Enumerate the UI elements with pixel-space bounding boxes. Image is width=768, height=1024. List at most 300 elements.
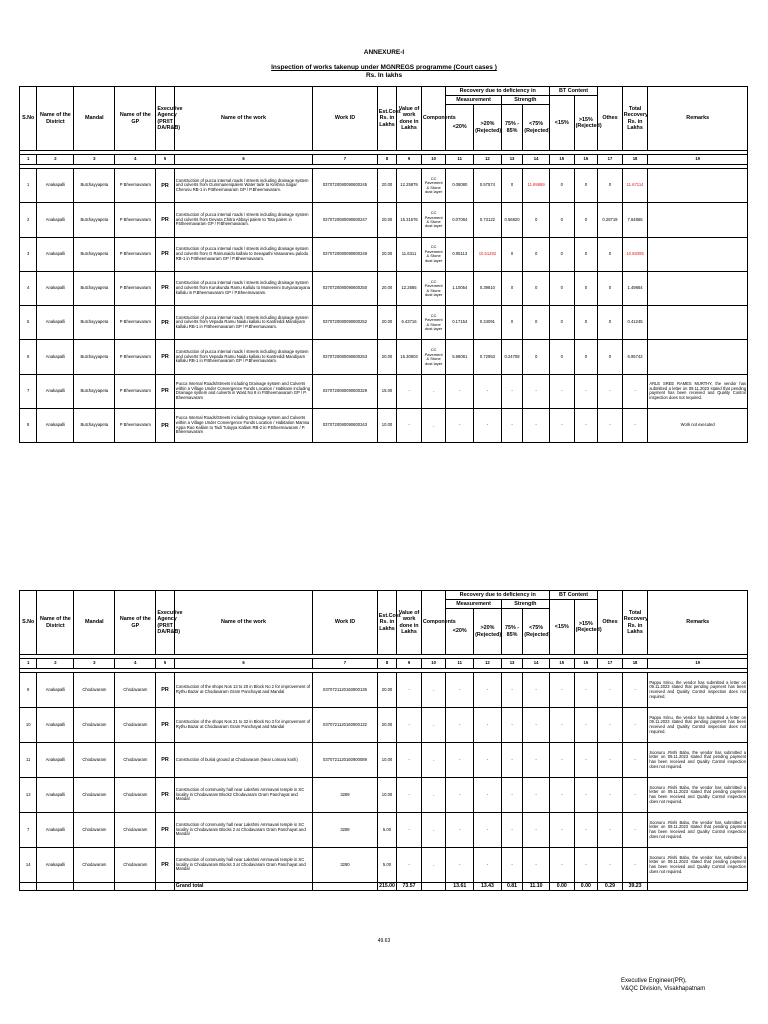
- est-cost-cell: 10.00: [377, 778, 396, 813]
- lt75-cell: 0: [523, 340, 550, 374]
- total-recovery-cell: -: [622, 708, 648, 743]
- column-number: 12: [474, 659, 502, 669]
- column-number: 18: [622, 659, 648, 669]
- components-cell: -: [421, 743, 446, 778]
- remarks-cell: [648, 271, 748, 305]
- remarks-cell: Pappu Srinu, the vendor has submitted a letter on 09.11.2023 stated that pending payment has been received and Quality Control inspection does not required.: [648, 708, 748, 743]
- gp-cell: Chodavaram: [115, 708, 156, 743]
- agency-cell: PR: [156, 743, 174, 778]
- column-number: 9: [397, 659, 422, 669]
- work-id-cell: 0370720080090800247: [313, 203, 378, 237]
- mandal-cell: Butchayyapeta: [74, 203, 115, 237]
- work-name-cell: Construction of pucca internal roads / streets including drainage system and culverts from G Ramunaidu kallalu to Seeapathi Vasavaneu palodu RB-1 in P.Bheemavaram GP / P.Bheemavaram.: [174, 237, 312, 271]
- header-recovery: Recovery due to deficiency in: [446, 591, 550, 600]
- agency-cell: PR: [156, 848, 174, 883]
- mandal-cell: Chodavaram: [74, 708, 115, 743]
- s75-85-cell: -: [501, 813, 523, 848]
- gt20-cell: 0.39810: [474, 271, 502, 305]
- district-cell: Anakapalli: [37, 743, 74, 778]
- header-district: Name of the District: [37, 591, 74, 655]
- gt15-cell: 0: [574, 340, 598, 374]
- est-cost-cell: 20.00: [377, 673, 396, 708]
- column-number: 8: [377, 659, 396, 669]
- agency-cell: PR: [156, 673, 174, 708]
- district-cell: Anakapalli: [37, 813, 74, 848]
- agency-cell: PR: [156, 237, 174, 271]
- header-components: Components: [421, 591, 446, 655]
- header-agency: Executive Agency (PR/IT DA/R&B): [156, 591, 174, 655]
- components-cell: CC Pavement & Stone dust layer: [421, 203, 446, 237]
- components-cell: CC Pavement & Stone dust layer: [421, 169, 446, 203]
- gt15-cell: -: [574, 848, 598, 883]
- mandal-cell: Chodavaram: [74, 778, 115, 813]
- others-cell: 0: [598, 169, 623, 203]
- work-id-cell: 0370721120160900089: [313, 743, 378, 778]
- column-number: 7: [313, 659, 378, 669]
- est-cost-cell: 20.00: [377, 340, 396, 374]
- table-row: [20, 743, 748, 778]
- total-recovery-cell: 1.49864: [622, 271, 648, 305]
- header-lt20: <20%: [446, 609, 474, 655]
- column-number: 6: [174, 659, 312, 669]
- work-name-cell: Construction of burial ground at Chodavaram (Near Lomara kosh): [174, 743, 312, 778]
- column-number: 11: [446, 659, 474, 669]
- grand-total-m20r: 13.43: [474, 883, 502, 891]
- work-id-cell: 0370720080090800329: [313, 374, 378, 408]
- grand-total-s75r: 11.10: [523, 883, 550, 891]
- work-name-cell: Construction of community hall near Lakshmi Ammavari temple in SC locality in Chodavaram Blocks 3 at Chodavaram Gram Panchayat and Mandal: [174, 848, 312, 883]
- column-number: 15: [549, 659, 574, 669]
- table-row: [20, 169, 748, 203]
- work-id-cell: 3289: [313, 778, 378, 813]
- district-cell: Anakapalli: [37, 271, 74, 305]
- table-row: [20, 237, 748, 271]
- others-cell: 0: [598, 340, 623, 374]
- work-name-cell: Construction of pucca internal roads / streets including drainage system and culverts from Kurukunda Ramu Kallulu to Muneenini Suryanarayana kallalu in P.Bheemavaram GP / P.Bheemavaram.: [174, 271, 312, 305]
- work-name-cell: Construction of pucca internal roads / streets including drainage system and culverts from Devara Chitra Abbayi palem to Tota palem in P.Bheemavaram GP / P.Bheemavaram.: [174, 203, 312, 237]
- total-recovery-cell: -: [622, 778, 648, 813]
- est-cost-cell: 20.00: [377, 237, 396, 271]
- gp-cell: Chodavaram: [115, 673, 156, 708]
- grand-total-b15: 0.00: [549, 883, 574, 891]
- others-cell: -: [598, 743, 623, 778]
- empty-cell: [20, 883, 37, 891]
- value-cell: -: [397, 673, 422, 708]
- lt20-cell: -: [446, 743, 474, 778]
- district-cell: Anakapalli: [37, 340, 74, 374]
- gp-cell: P Bheemavaram: [115, 203, 156, 237]
- header-estcost: Est.Cost Rs. in Lakhs: [377, 591, 396, 655]
- total-recovery-cell: 7.64865: [622, 203, 648, 237]
- district-cell: Anakapalli: [37, 203, 74, 237]
- lt20-cell: -: [446, 708, 474, 743]
- s75-85-cell: 0: [501, 271, 523, 305]
- gt20-cell: 10.51282: [474, 237, 502, 271]
- sno-cell: 5: [20, 306, 37, 340]
- lt15-cell: 0: [549, 169, 574, 203]
- column-number: 2: [37, 659, 74, 669]
- remarks-cell: ARLE SREE RAMES MURTHY, the vendor has submitted a letter on 09.11.2023 stated that pending payment has been received and Quality Control inspection does not required.: [648, 374, 748, 408]
- lt15-cell: 0: [549, 237, 574, 271]
- header-components: Components: [421, 87, 446, 151]
- others-cell: 0: [598, 237, 623, 271]
- lt20-cell: -: [446, 778, 474, 813]
- table-row: [20, 708, 748, 743]
- empty-cell: [115, 883, 156, 891]
- s75-85-cell: 0: [501, 306, 523, 340]
- remarks-cell: [648, 203, 748, 237]
- lt20-cell: 0.05113: [446, 237, 474, 271]
- page-number: 49.63: [377, 938, 391, 944]
- header-total: Total Recovery Rs. in Lakhs: [622, 87, 648, 151]
- header-mandal: Mandal: [74, 87, 115, 151]
- gp-cell: Chodavaram: [115, 813, 156, 848]
- mandal-cell: Chodavaram: [74, 673, 115, 708]
- remarks-cell: Pappu Srinu, the vendor has submitted a letter on 09.11.2023 stated that pending payment has been received and Quality Control inspection does not required.: [648, 673, 748, 708]
- remarks-cell: [648, 169, 748, 203]
- est-cost-cell: 20.00: [377, 306, 396, 340]
- table-row: [20, 306, 748, 340]
- mandal-cell: Butchayyapeta: [74, 340, 115, 374]
- lt15-cell: -: [549, 673, 574, 708]
- column-number: 7: [313, 155, 378, 165]
- components-cell: -: [421, 374, 446, 408]
- column-number: 2: [37, 155, 74, 165]
- header-mandal: Mandal: [74, 591, 115, 655]
- remarks-cell: [648, 340, 748, 374]
- signature-office: V&QC Division, Visakhapatnam: [621, 986, 706, 993]
- work-name-cell: Construction of pucca internal roads / streets including drainage system and culverts from Vepada Ramu Naidu kallalu to Kantreddi Mandiyam kallalu RB-1 in P.Bheemavaram GP / P.Bheemavaram.: [174, 340, 312, 374]
- header-work: Name of the work: [174, 591, 312, 655]
- annexure-heading: ANNEXURE-I: [363, 49, 405, 56]
- sno-cell: 8: [20, 409, 37, 443]
- lt75-cell: 0: [523, 306, 550, 340]
- header-lt15: <15%: [549, 600, 574, 655]
- work-id-cell: 0370720080090800250: [313, 271, 378, 305]
- s75-85-cell: 0.24708: [501, 340, 523, 374]
- gt20-cell: -: [474, 743, 502, 778]
- header-gt20: >20% (Rejected): [474, 609, 502, 655]
- header-total: Total Recovery Rs. in Lakhs: [622, 591, 648, 655]
- district-cell: Anakapalli: [37, 848, 74, 883]
- value-cell: -: [397, 708, 422, 743]
- gt15-cell: -: [574, 673, 598, 708]
- value-cell: -: [397, 778, 422, 813]
- column-number: 9: [397, 155, 422, 165]
- agency-cell: PR: [156, 169, 174, 203]
- header-measurement: Measurement: [446, 96, 501, 105]
- table-row: [20, 409, 748, 443]
- column-number: 10: [421, 659, 446, 669]
- header-value: Value of work done in Lakhs: [397, 591, 422, 655]
- empty-cell: [37, 883, 74, 891]
- work-name-cell: Construction of the shops Nos 13 to 20 in Block No 2 for improvement of Rythu Bazar at Chodavaram Gram Panchayat and Mandal: [174, 673, 312, 708]
- column-number: 8: [377, 155, 396, 165]
- table-row: [20, 673, 748, 708]
- empty-cell: [313, 883, 378, 891]
- total-recovery-cell: -: [622, 673, 648, 708]
- remarks-cell: [648, 306, 748, 340]
- gp-cell: Chodavaram: [115, 743, 156, 778]
- column-number: 13: [501, 659, 523, 669]
- mandal-cell: Butchayyapeta: [74, 271, 115, 305]
- remarks-cell: Work not executed: [648, 409, 748, 443]
- value-cell: -: [397, 848, 422, 883]
- remarks-cell: [648, 237, 748, 271]
- grand-total-est: 215.00: [379, 882, 395, 889]
- value-cell: 11.6311: [397, 237, 422, 271]
- total-recovery-cell: 10.68395: [622, 237, 648, 271]
- lt75-cell: -: [523, 743, 550, 778]
- header-lt15: <15%: [549, 96, 574, 151]
- column-number: 10: [421, 155, 446, 165]
- sno-cell: 3: [20, 237, 37, 271]
- district-cell: Anakapalli: [37, 708, 74, 743]
- work-name-cell: Construction of pucca internal roads / streets including drainage system and culverts from Gummanenipalem Water tank to Krishna Sagar Cheruvu RB-1 in P.Bheemavaram GP / P.Bheemavaram.: [174, 169, 312, 203]
- lt20-cell: -: [446, 848, 474, 883]
- gp-cell: P Bheemavaram: [115, 374, 156, 408]
- column-number: 19: [648, 659, 748, 669]
- header-workid: Work ID: [313, 591, 378, 655]
- est-cost-cell: 5.00: [377, 848, 396, 883]
- header-75-85: 75% - 85%: [501, 105, 523, 151]
- s75-85-cell: 0: [501, 237, 523, 271]
- header-gp: Name of the GP: [115, 87, 156, 151]
- gt15-cell: 0: [574, 237, 598, 271]
- agency-cell: PR: [156, 203, 174, 237]
- sno-cell: 12: [20, 778, 37, 813]
- gt15-cell: 0: [574, 203, 598, 237]
- gt20-cell: 0.57574: [474, 169, 502, 203]
- header-district: Name of the District: [37, 87, 74, 151]
- sno-cell: 7: [20, 813, 37, 848]
- others-cell: 0.28719: [598, 203, 623, 237]
- work-name-cell: Construction of pucca internal roads / streets including drainage system and culverts from Vepada Ramu Naidu kallalu to Kantreddi Mandiyam kallalu RB-1 in P.Bheemavaram GP / P.Bheemavaram.: [174, 306, 312, 340]
- header-75-85: 75% - 85%: [501, 609, 523, 655]
- gt15-cell: -: [574, 409, 598, 443]
- district-cell: Anakapalli: [37, 778, 74, 813]
- gt20-cell: -: [474, 673, 502, 708]
- gt20-cell: -: [474, 374, 502, 408]
- grand-total-oth: 0.29: [598, 883, 623, 891]
- column-number: 1: [20, 659, 37, 669]
- work-id-cell: 0370721120160900136: [313, 673, 378, 708]
- value-cell: 15.31576: [397, 203, 422, 237]
- signature-block: [621, 977, 705, 993]
- work-id-cell: 3288: [313, 813, 378, 848]
- value-cell: 15.30903: [397, 340, 422, 374]
- lt20-cell: -: [446, 409, 474, 443]
- value-cell: -: [397, 374, 422, 408]
- components-cell: CC Pavement & Stone dust layer: [421, 237, 446, 271]
- work-name-cell: Pucca Internal Roads/Streets including Drainage system and Culverts within a Village Under Convergence Funds Location / Habitation Mamsa Appa Rao Kallam to Tadi Tulayya Kallam RB-2 in P.Bheemavaram / P. Bheemavaram: [174, 409, 312, 443]
- lt15-cell: 0: [549, 306, 574, 340]
- lt20-cell: 0.08080: [446, 169, 474, 203]
- header-strength: Strength: [501, 600, 549, 609]
- header-strength: Strength: [501, 96, 549, 105]
- s75-85-cell: -: [501, 708, 523, 743]
- table-row: [20, 374, 748, 408]
- work-id-cell: 0370720080090800245: [313, 169, 378, 203]
- empty-cell: [156, 883, 174, 891]
- column-number: 4: [115, 659, 156, 669]
- gt15-cell: -: [574, 778, 598, 813]
- header-gp: Name of the GP: [115, 591, 156, 655]
- header-gt15: >15% (Rejected): [574, 600, 598, 655]
- s75-85-cell: -: [501, 848, 523, 883]
- others-cell: -: [598, 848, 623, 883]
- remarks-cell: Soonuru .Rishi Babu, the vendor has submitted a letter on 09.11.2023 stated that pending payment has been received and Quality Control inspection does not required.: [648, 848, 748, 883]
- column-number: 14: [523, 659, 550, 669]
- others-cell: -: [598, 409, 623, 443]
- column-number: 1: [20, 155, 37, 165]
- column-number: 18: [622, 155, 648, 165]
- document-title: Inspection of works takenup under MGNREGS programme (Court cases ): [271, 64, 497, 71]
- lt20-cell: 5.98081: [446, 340, 474, 374]
- est-cost-cell: 20.00: [377, 708, 396, 743]
- header-recovery: Recovery due to deficiency in: [446, 87, 550, 96]
- remarks-cell: Soonuru .Rishi Babu, the vendor has submitted a letter on 09.11.2023 stated that pending payment has been received and Quality Control inspection does not required.: [648, 778, 748, 813]
- gp-cell: P Bheemavaram: [115, 306, 156, 340]
- header-lt75: <75% (Rejected): [523, 609, 550, 655]
- signature-designation: Executive Engineer(PR),: [621, 978, 687, 984]
- column-number: 5: [156, 659, 174, 669]
- others-cell: -: [598, 374, 623, 408]
- header-remarks: Remarks: [648, 87, 748, 151]
- mandal-cell: Butchayyapeta: [74, 409, 115, 443]
- work-name-cell: Pucca Internal Roads/Streets including Drainage system and Culverts within a Village Under Convergence Funds Location / Habitaon including Drainage system and culverts in Ward No 8 in P.Bheemavaram GP / P. Bheemavaram: [174, 374, 312, 408]
- work-name-cell: Construction of the shops Nos 21 to 32 in Block No 3 for improvement of Rythu Bazar at Chodavaram Gram Panchayat and Mandal: [174, 708, 312, 743]
- column-number: 4: [115, 155, 156, 165]
- header-gt20: >20% (Rejected): [474, 105, 502, 151]
- gt15-cell: -: [574, 374, 598, 408]
- lt20-cell: 1.10054: [446, 271, 474, 305]
- column-number: 17: [598, 155, 623, 165]
- value-cell: 6.43716: [397, 306, 422, 340]
- remarks-cell: Soonuru .Rishi Babu, the vendor has submitted a letter on 09.11.2023 stated that pending payment has been received and Quality Control inspection does not required.: [648, 813, 748, 848]
- header-remarks: Remarks: [648, 591, 748, 655]
- units-label: Rs. In lakhs: [365, 72, 403, 79]
- value-cell: 12.2685: [397, 271, 422, 305]
- column-number: 16: [574, 659, 598, 669]
- grand-total-row: [20, 883, 748, 891]
- components-cell: -: [421, 848, 446, 883]
- header-estcost: Est.Cost Rs. in Lakhs: [377, 87, 396, 151]
- grand-total-b15r: 0.00: [574, 883, 598, 891]
- others-cell: -: [598, 778, 623, 813]
- total-recovery-cell: -: [622, 743, 648, 778]
- grand-total-s75: 0.81: [501, 883, 523, 891]
- agency-cell: PR: [156, 813, 174, 848]
- lt15-cell: -: [549, 409, 574, 443]
- gt20-cell: -: [474, 409, 502, 443]
- work-id-cell: 3290: [313, 848, 378, 883]
- mandal-cell: Butchayyapeta: [74, 237, 115, 271]
- est-cost-cell: 10.00: [377, 743, 396, 778]
- gp-cell: P Bheemavaram: [115, 409, 156, 443]
- sno-cell: 1: [20, 169, 37, 203]
- header-agency: Executive Agency (PR/IT DA/R&B): [156, 87, 174, 151]
- others-cell: 0: [598, 306, 623, 340]
- sno-cell: 4: [20, 271, 37, 305]
- gp-cell: P Bheemavaram: [115, 237, 156, 271]
- work-id-cell: 0370721120160900132: [313, 708, 378, 743]
- agency-cell: PR: [156, 374, 174, 408]
- district-cell: Anakapalli: [37, 169, 74, 203]
- gt15-cell: -: [574, 708, 598, 743]
- others-cell: -: [598, 708, 623, 743]
- value-cell: 12.25879: [397, 169, 422, 203]
- value-cell: -: [397, 743, 422, 778]
- lt15-cell: 0: [549, 340, 574, 374]
- work-id-cell: 0370720080090800249: [313, 237, 378, 271]
- value-cell: -: [397, 813, 422, 848]
- column-number: 3: [74, 155, 115, 165]
- column-number: 12: [474, 155, 502, 165]
- s75-85-cell: 0.56820: [501, 203, 523, 237]
- components-cell: -: [421, 813, 446, 848]
- gp-cell: Chodavaram: [115, 848, 156, 883]
- total-recovery-cell: -: [622, 409, 648, 443]
- column-number: 3: [74, 659, 115, 669]
- gt20-cell: 0.72953: [474, 340, 502, 374]
- lt15-cell: -: [549, 743, 574, 778]
- gt20-cell: 0.24091: [474, 306, 502, 340]
- lt75-cell: -: [523, 409, 550, 443]
- gp-cell: P Bheemavaram: [115, 169, 156, 203]
- s75-85-cell: -: [501, 673, 523, 708]
- lt15-cell: -: [549, 848, 574, 883]
- column-number: 17: [598, 659, 623, 669]
- work-id-cell: 0370720080090800253: [313, 340, 378, 374]
- est-cost-cell: 5.00: [377, 813, 396, 848]
- gt15-cell: -: [574, 743, 598, 778]
- table-row: [20, 271, 748, 305]
- est-cost-cell: 10.00: [377, 409, 396, 443]
- mandal-cell: Butchayyapeta: [74, 306, 115, 340]
- table-row: [20, 813, 748, 848]
- mandal-cell: Chodavaram: [74, 813, 115, 848]
- lt15-cell: 0: [549, 203, 574, 237]
- sno-cell: 10: [20, 708, 37, 743]
- district-cell: Anakapalli: [37, 673, 74, 708]
- total-recovery-cell: 6.95742: [622, 340, 648, 374]
- work-name-cell: Construction of community hall near Lakshmi Ammavari temple in SC locality in Chodavaram Block2 Chodavaram Gram Panchayat and Mandal: [174, 778, 312, 813]
- district-cell: Anakapalli: [37, 374, 74, 408]
- total-recovery-cell: -: [622, 813, 648, 848]
- components-cell: -: [421, 409, 446, 443]
- empty-cell: [421, 883, 446, 891]
- lt20-cell: -: [446, 374, 474, 408]
- table-row: [20, 203, 748, 237]
- header-bt-content: BT Content: [549, 591, 597, 600]
- lt15-cell: -: [549, 778, 574, 813]
- sno-cell: 6: [20, 340, 37, 374]
- sno-cell: 11: [20, 743, 37, 778]
- gp-cell: Chodavaram: [115, 778, 156, 813]
- district-cell: Anakapalli: [37, 306, 74, 340]
- header-workid: Work ID: [313, 87, 378, 151]
- components-cell: -: [421, 708, 446, 743]
- lt20-cell: -: [446, 673, 474, 708]
- header-bt-content: BT Content: [549, 87, 597, 96]
- lt75-cell: 0: [523, 203, 550, 237]
- others-cell: -: [598, 813, 623, 848]
- sno-cell: 7: [20, 374, 37, 408]
- header-others: Othes: [598, 591, 623, 655]
- column-number: 15: [549, 155, 574, 165]
- table-row: [20, 340, 748, 374]
